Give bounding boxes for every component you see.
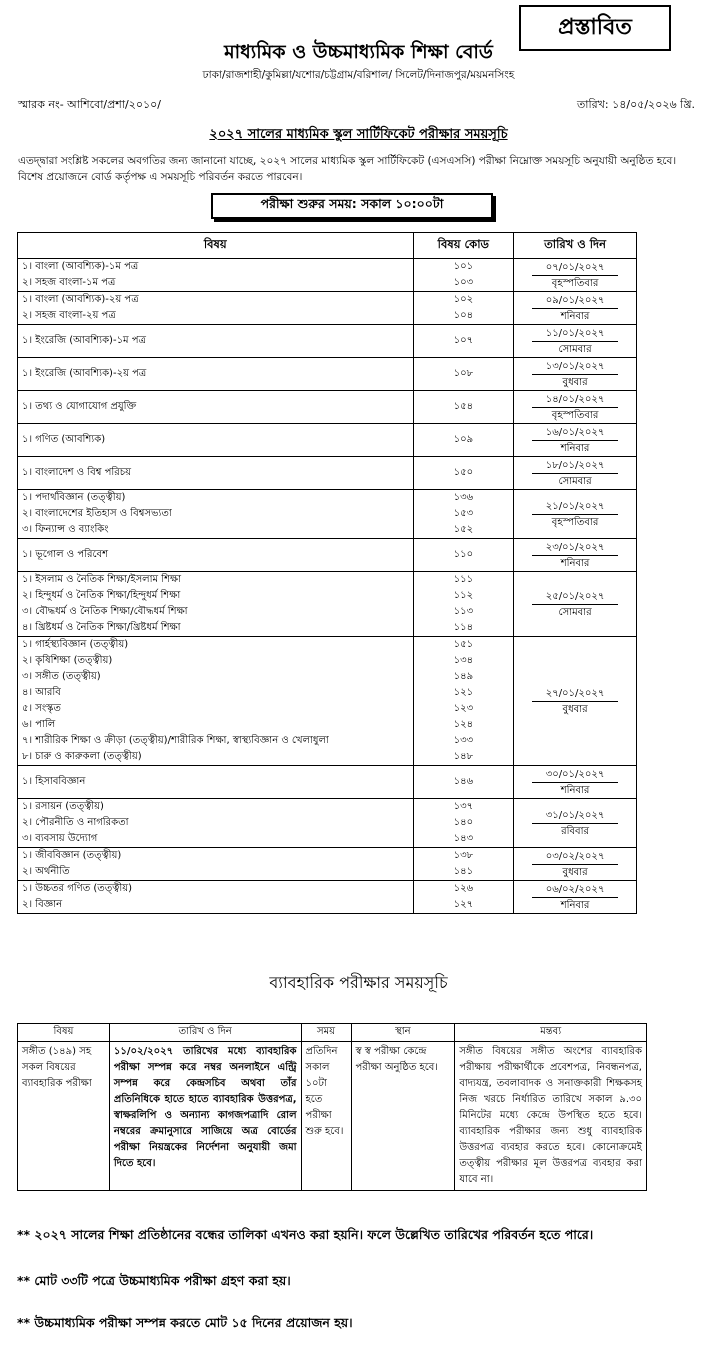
exam-date: ২৫/০১/২০২৭ (532, 589, 618, 605)
exam-date: ৩১/০১/২০২৭ (532, 808, 618, 824)
exam-day: বৃহস্পতিবার (551, 409, 599, 421)
memo-number: স্মারক নং- আশিবো/প্রশা/২০১০/ (18, 98, 162, 111)
date-cell (514, 848, 637, 881)
exam-day: বৃহস্পতিবার (551, 516, 599, 528)
subject-name: ১। ইংরেজি (আবশ্যিক)-২য় পত্র (22, 368, 147, 379)
table-row (18, 391, 637, 424)
subject-code: ১৫৪ (453, 401, 474, 412)
subject-code: ১১৩ (453, 606, 474, 617)
exam-date: ১১/০১/২০২৭ (532, 326, 618, 342)
table-row (18, 358, 637, 391)
exam-date: ০৯/০১/২০২৭ (532, 293, 618, 309)
table-row (18, 799, 637, 848)
schedule-body (18, 259, 637, 914)
subject-code: ১১১ (453, 574, 474, 585)
footnote-holiday: ** ২০২৭ সালের শিক্ষা প্রতিষ্ঠানের বন্ধের তালিকা এখনও করা হয়নি। ফলে উল্লেখিত তারিখের পরিবর্তন হতে পারে। (17, 1227, 594, 1242)
code-cell (413, 766, 514, 799)
table-header-row (18, 233, 637, 259)
code-cell (413, 358, 514, 391)
exam-start-time: পরীক্ষা শুরুর সময়: সকাল ১০:০০টা (211, 193, 493, 219)
date-cell (514, 572, 637, 637)
subject-cell (18, 457, 414, 490)
subject-name: ২। হিন্দুধর্ম ও নৈতিক শিক্ষা/হিন্দুধর্ম শিক্ষা (22, 590, 181, 601)
exam-date: ৩০/০১/২০২৭ (532, 767, 618, 783)
subject-cell (18, 637, 414, 766)
subject-code: ১৪৮ (453, 751, 474, 762)
practical-header-row (18, 1024, 647, 1042)
practical-table (17, 1023, 647, 1191)
practical-header-subject: বিষয় (18, 1024, 110, 1042)
subject-name: ১। রসায়ন (তত্ত্বীয়) (22, 801, 104, 812)
subject-name: ১। জীববিজ্ঞান (তত্ত্বীয়) (22, 850, 122, 861)
exam-day: শনিবার (560, 310, 590, 322)
subject-code: ১২৬ (453, 883, 474, 894)
table-row (18, 881, 637, 914)
subject-name: ২। বিজ্ঞান (22, 899, 63, 910)
subject-code: ১২১ (453, 687, 474, 698)
subject-name: ১। ইসলাম ও নৈতিক শিক্ষা/ইসলাম শিক্ষা (22, 574, 182, 585)
subject-name: ৬। পালি (22, 719, 56, 730)
subject-name: ১। পদার্থবিজ্ঞান (তত্ত্বীয়) (22, 492, 126, 503)
subject-name: ২। অর্থনীতি (22, 866, 70, 877)
exam-day: শনিবার (560, 784, 590, 796)
notice-paragraph: এতদ্দ্বারা সংশ্লিষ্ট সকলের অবগতির জন্য জানানো যাচ্ছে, ২০২৭ সালের মাধ্যমিক স্কুল সার্টিফিকেট (এসএসসি) পরীক্ষা নিম্নোক্ত সময়সূচি অনুযায়ী অনুষ্ঠিত হবে। বিশেষ প্রয়োজনে বোর্ড কর্তৃপক্ষ এ সময়সূচি পরিবর্তন করতে পারবেন। (18, 155, 677, 183)
practical-remarks: সঙ্গীত বিষয়ের সঙ্গীত অংশের ব্যাবহারিক পরীক্ষায় পরীক্ষার্থীকে প্রবেশপত্র, নিবন্ধনপত্র, বাদ্যযন্ত্র, তবলাবাদক ও সনাক্তকারী শিক্ষকসহ নিজ খরচে নির্ধারিত তারিখে সকাল ৯.৩০ মিনিটের মধ্যে কেন্দ্রে উপস্থিত হতে হবে। ব্যাবহারিক পরীক্ষার জন্য শুধু ব্যাবহারিক উত্তরপত্র ব্যবহার করতে হবে। কোনোক্রমেই তত্ত্বীয় পরীক্ষার মূল উত্তরপত্র ব্যবহার করা যাবে না। (455, 1042, 647, 1191)
code-cell (413, 490, 514, 539)
board-name: মাধ্যমিক ও উচ্চমাধ্যমিক শিক্ষা বোর্ড (224, 41, 493, 63)
subject-name: ৩। ফিন্যান্স ও ব্যাংকিং (22, 524, 109, 535)
exam-date: ১৪/০১/২০২৭ (532, 392, 618, 408)
subject-name: ১। ভূগোল ও পরিবেশ (22, 549, 108, 560)
code-cell (413, 637, 514, 766)
subject-cell (18, 539, 414, 572)
date-cell (514, 637, 637, 766)
exam-day: সোমবার (558, 606, 592, 618)
subject-cell (18, 325, 414, 358)
subject-name: ২। পৌরনীতি ও নাগরিকতা (22, 817, 129, 828)
subject-name: ১। বাংলা (আবশ্যিক)-২য় পত্র (22, 294, 139, 305)
code-cell (413, 292, 514, 325)
practical-dates: ১১/০২/২০২৭ তারিখের মধ্যে ব্যাবহারিক পরীক্ষা সম্পন্ন করে নম্বর অনলাইনে এন্ট্রি সম্পন্ন করে কেন্দ্রসচিব অথবা তাঁর প্রতিনিধিকে হাতে হাতে ব্যাবহারিক উত্তরপত্র, স্বাক্ষরলিপি ও অন্যান্য কাগজপত্রাদি রোল নম্বরের ক্রমানুসারে সাজিয়ে অত্র বোর্ডের পরীক্ষা নিয়ন্ত্রকের নির্দেশনা অনুযায়ী জমা দিতে হবে। (109, 1042, 301, 1191)
subject-name: ৭। শারীরিক শিক্ষা ও ক্রীড়া (তত্ত্বীয়)/শারীরিক শিক্ষা, স্বাস্থ্যবিজ্ঞান ও খেলাধুলা (22, 735, 329, 746)
subject-code: ১৫২ (453, 524, 474, 535)
date-cell (514, 457, 637, 490)
subject-cell (18, 259, 414, 292)
exam-day: শনিবার (560, 899, 590, 911)
subject-name: ২। সহজ বাংলা-১ম পত্র (22, 277, 116, 288)
subject-name: ১। গার্হস্থ্যবিজ্ঞান (তত্ত্বীয়) (22, 639, 129, 650)
subject-name: ৫। সংস্কৃত (22, 703, 61, 714)
exam-date: ০৬/০২/২০২৭ (532, 882, 618, 898)
exam-day: বৃহস্পতিবার (551, 277, 599, 289)
date-cell (514, 391, 637, 424)
date-cell (514, 799, 637, 848)
subject-name: ১। ইংরেজি (আবশ্যিক)-১ম পত্র (22, 335, 146, 346)
code-cell (413, 881, 514, 914)
board-divisions: ঢাকা/রাজশাহী/কুমিল্লা/যশোর/চট্টগ্রাম/বরিশাল/ সিলেট/দিনাজপুর/ময়মনসিংহ (202, 69, 515, 81)
table-row (18, 848, 637, 881)
exam-date: ০৭/০১/২০২৭ (532, 260, 618, 276)
exam-day: শনিবার (560, 557, 590, 569)
exam-day: রবিবার (561, 825, 590, 837)
subject-code: ১০৮ (453, 368, 474, 379)
subject-code: ১৪৯ (453, 671, 474, 682)
table-row (18, 490, 637, 539)
header-date: তারিখ ও দিন (514, 233, 637, 259)
practical-row (18, 1042, 647, 1191)
code-cell (413, 848, 514, 881)
subject-code: ১৩৭ (453, 801, 474, 812)
subject-cell (18, 766, 414, 799)
code-cell (413, 572, 514, 637)
subject-cell (18, 848, 414, 881)
code-cell (413, 799, 514, 848)
subject-name: ৩। সঙ্গীত (তত্ত্বীয়) (22, 671, 101, 682)
subject-code: ১৩৪ (453, 655, 474, 666)
date-cell (514, 325, 637, 358)
subject-code: ১২৪ (453, 719, 474, 730)
subject-code: ১৩৮ (453, 850, 474, 861)
code-cell (413, 259, 514, 292)
subject-code: ১০৩ (453, 277, 474, 288)
code-cell (413, 391, 514, 424)
exam-date: ১৬/০১/২০২৭ (532, 425, 618, 441)
subject-name: ১। বাংলাদেশ ও বিশ্ব পরিচয় (22, 467, 132, 478)
subject-name: ৮। চারু ও কারুকলা (তত্ত্বীয়) (22, 751, 142, 762)
subject-cell (18, 424, 414, 457)
subject-code: ১৩৬ (453, 492, 474, 503)
table-row (18, 259, 637, 292)
table-row (18, 539, 637, 572)
exam-date: ১৩/০১/২০২৭ (532, 359, 618, 375)
date-cell (514, 490, 637, 539)
proposed-stamp: প্রস্তাবিত (519, 5, 671, 51)
exam-date: ০৩/০২/২০২৭ (532, 849, 618, 865)
subject-code: ১০১ (453, 261, 474, 272)
table-row (18, 766, 637, 799)
schedule-title: ২০২৭ সালের মাধ্যমিক স্কুল সার্টিফিকেট পরীক্ষার সময়সূচি (209, 127, 508, 142)
exam-date: ১৮/০১/২০২৭ (532, 458, 618, 474)
subject-code: ১২৭ (453, 899, 474, 910)
issue-date: তারিখ: ১৪/০৫/২০২৬ খ্রি. (577, 98, 695, 111)
code-cell (413, 424, 514, 457)
exam-date: ২৭/০১/২০২৭ (532, 686, 618, 702)
table-row (18, 457, 637, 490)
subject-code: ১৩৩ (453, 735, 474, 746)
code-cell (413, 325, 514, 358)
subject-code: ১৫৩ (453, 508, 474, 519)
subject-code: ১৪০ (453, 817, 474, 828)
subject-code: ১৪১ (453, 866, 474, 877)
table-row (18, 424, 637, 457)
subject-name: ১। তথ্য ও যোগাযোগ প্রযুক্তি (22, 401, 137, 412)
subject-code: ১৪৬ (453, 776, 474, 787)
exam-day: শনিবার (560, 442, 590, 454)
practical-title: ব্যাবহারিক পরীক্ষার সময়সূচি (269, 973, 448, 992)
subject-name: ৪। আরবি (22, 687, 61, 698)
subject-name: ২। বাংলাদেশের ইতিহাস ও বিশ্বসভ্যতা (22, 508, 172, 519)
exam-schedule-table (17, 232, 637, 914)
date-cell (514, 358, 637, 391)
header-subject: বিষয় (18, 233, 414, 259)
subject-cell (18, 881, 414, 914)
subject-cell (18, 490, 414, 539)
subject-code: ১১৪ (453, 622, 474, 633)
header-code: বিষয় কোড (413, 233, 514, 259)
subject-name: ২। সহজ বাংলা-২য় পত্র (22, 310, 116, 321)
subject-name: ১। বাংলা (আবশ্যিক)-১ম পত্র (22, 261, 139, 272)
exam-day: বুধবার (562, 376, 588, 388)
subject-name: ৪। খ্রিষ্টধর্ম ও নৈতিক শিক্ষা/খ্রিষ্টধর্ম শিক্ষা (22, 622, 181, 633)
exam-date: ২৩/০১/২০২৭ (532, 540, 618, 556)
date-cell (514, 259, 637, 292)
subject-code: ১১০ (453, 549, 474, 560)
practical-header-date: তারিখ ও দিন (109, 1024, 301, 1042)
subject-cell (18, 391, 414, 424)
practical-header-remarks: মন্তব্য (455, 1024, 647, 1042)
subject-cell (18, 358, 414, 391)
subject-name: ৩। ব্যবসায় উদ্যোগ (22, 833, 98, 844)
exam-day: সোমবার (558, 343, 592, 355)
footnote-days: ** উচ্চমাধ্যমিক পরীক্ষা সম্পন্ন করতে মোট ১৫ দিনের প্রয়োজন হয়। (17, 1315, 353, 1330)
date-cell (514, 539, 637, 572)
date-cell (514, 292, 637, 325)
table-row (18, 292, 637, 325)
exam-day: বুধবার (562, 703, 588, 715)
table-row (18, 325, 637, 358)
subject-name: ২। কৃষিশিক্ষা (তত্ত্বীয়) (22, 655, 113, 666)
subject-code: ১০৪ (453, 310, 474, 321)
subject-cell (18, 292, 414, 325)
subject-code: ১৫১ (453, 639, 474, 650)
practical-place: স্ব স্ব পরীক্ষা কেন্দ্রে পরীক্ষা অনুষ্ঠিত হবে। (351, 1042, 455, 1191)
exam-date: ২১/০১/২০২৭ (532, 499, 618, 515)
subject-name: ৩। বৌদ্ধধর্ম ও নৈতিক শিক্ষা/বৌদ্ধধর্ম শিক্ষা (22, 606, 188, 617)
table-row (18, 572, 637, 637)
subject-name: ১। উচ্চতর গণিত (তত্ত্বীয়) (22, 883, 133, 894)
date-cell (514, 766, 637, 799)
code-cell (413, 457, 514, 490)
subject-code: ১০২ (453, 294, 474, 305)
practical-subject: সঙ্গীত (১৪৯) সহ সকল বিষয়ের ব্যাবহারিক পরীক্ষা (18, 1042, 110, 1191)
subject-code: ১৪৩ (453, 833, 474, 844)
practical-time: প্রতিদিন সকাল ১০টা হতে পরীক্ষা শুরু হবে। (301, 1042, 351, 1191)
subject-cell (18, 572, 414, 637)
subject-name: ১। হিসাববিজ্ঞান (22, 776, 86, 787)
subject-cell (18, 799, 414, 848)
subject-code: ১০৭ (453, 335, 474, 346)
date-cell (514, 424, 637, 457)
practical-header-place: স্থান (351, 1024, 455, 1042)
subject-name: ১। গণিত (আবশ্যিক) (22, 434, 106, 445)
exam-day: সোমবার (558, 475, 592, 487)
exam-day: বুধবার (562, 866, 588, 878)
practical-header-time: সময় (301, 1024, 351, 1042)
footnote-papers: ** মোট ৩৩টি পত্রে উচ্চমাধ্যমিক পরীক্ষা গ্রহণ করা হয়। (17, 1273, 291, 1288)
code-cell (413, 539, 514, 572)
subject-code: ১২৩ (453, 703, 474, 714)
date-cell (514, 881, 637, 914)
subject-code: ১০৯ (453, 434, 474, 445)
table-row (18, 637, 637, 766)
subject-code: ১৫০ (453, 467, 474, 478)
subject-code: ১১২ (453, 590, 474, 601)
